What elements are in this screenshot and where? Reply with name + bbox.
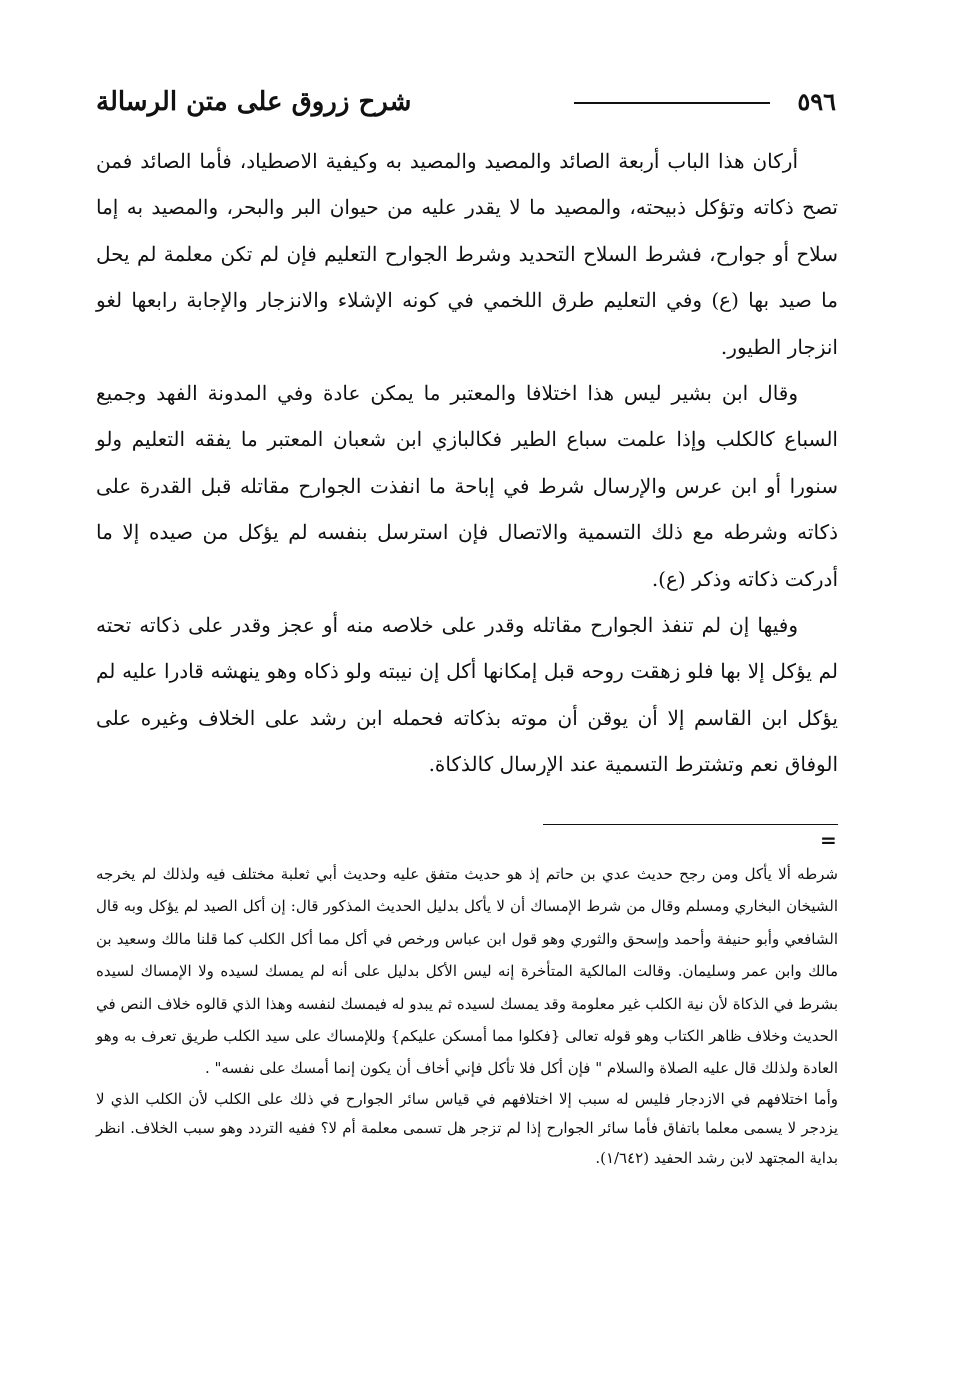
main-paragraph: وقال ابن بشير ليس هذا اختلافا والمعتبر ما يمكن عادة وفي المدونة الفهد وجميع السباع كالكلب وإذا علمت سباع الطير فكالبازي ابن شعبان المعتبر ما يفقه التعليم ولو سنورا أو ابن عرس والإرسال شرط في إباحة ما انفذت الجوارح مقاتله قبل القدرة على ذكاته وشرطه مع ذلك التسمية والاتصال فإن استرسل بنفسه لم يؤكل من صيده إلا ما أدركت ذكاته وذكر (ع). bbox=[96, 381, 838, 591]
header-rule bbox=[574, 102, 770, 104]
page-header bbox=[96, 84, 836, 124]
main-paragraph: أركان هذا الباب أربعة الصائد والمصيد والمصيد به وكيفية الاصطياد، فأما الصائد فمن تصح ذكاته وتؤكل ذبيحته، والمصيد ما لا يقدر عليه من حيوان البر والبحر، والمصيد به إما سلاح أو جوارح، فشرط السلاح التحديد وشرط الجوارح التعليم فإن لم تكن معلمة لم يحل ما صيد بها (ع) وفي التعليم طرق اللخمي في كونه الإشلاء والانزجار والإجابة رابعها لغو انزجار الطيور. bbox=[96, 149, 838, 359]
main-text bbox=[96, 138, 838, 788]
footnote-paragraph: وأما اختلافهم في الازدجار فليس له سبب إلا اختلافهم في قياس سائر الجوارح في ذلك على الكلب لأن الكلب الذي لا يزدجر لا يسمى معلما باتفاق فأما سائر الجوارح إذا لم تزجر هل تسمى معلمة أم لا؟ ففيه التردد وهو سبب الخلاف. انظر بداية المجتهد لابن رشد الحفيد (١/٦٤٢). bbox=[96, 1089, 838, 1167]
page-number: ٥٩٦ bbox=[797, 87, 836, 116]
footnotes bbox=[96, 858, 838, 1173]
footnote-separator bbox=[543, 824, 838, 825]
main-paragraph: وفيها إن لم تنفذ الجوارح مقاتله وقدر على خلاصه منه أو عجز وقدر على ذكاته تحته لم يؤكل إلا بها فلو زهقت روحه قبل إمكانها أكل إن نيبته ولو ذكاه وهو ينهشه قادرا عليه لم يؤكل ابن القاسم إلا أن يوقن أن موته بذكاته فحمله ابن رشد على الخلاف وغيره على الوفاق نعم وتشترط التسمية عند الإرسال كالذكاة. bbox=[96, 613, 838, 777]
footnote-continuation-mark: = bbox=[820, 828, 837, 852]
book-title: شرح زروق على متن الرسالة bbox=[96, 87, 412, 117]
footnote-paragraph: شرطه ألا يأكل ومن رجح حديث عدي بن حاتم إذ هو حديث متفق عليه وحديث أبي ثعلبة مختلف فيه ولذلك لم يخرجه الشيخان البخاري ومسلم وقال من شرط الإمساك أن لا يأكل بدليل الحديث المذكور قال: إن أكل الصيد لم يؤكل وبه قال الشافعي وأبو حنيفة وأحمد وإسحق والثوري وهو قول ابن عباس ورخص في أكل مما أكل الكلب كما قلنا مالك وسعيد بن مالك وابن عمر وسليمان. وقالت المالكية المتأخرة إنه ليس الأكل بدليل على أنه لم يمسك لسيده ولا الإمساك لسيده بشرط في الذكاة لأن نية الكلب غير معلومة وقد يمسك لسيده ثم يبدو له فيمسك لنفسه وهذا الذي قالوه خلاف النص في الحديث وخلاف ظاهر الكتاب وهو قوله تعالى {فكلوا مما أمسكن عليكم} وللإمساك على سيد الكلب طريق تعرف به وهو العادة ولذلك قال عليه الصلاة والسلام " فإن أكل فلا تأكل فإني أخاف أن يكون إنما أمسك على نفسه" . bbox=[96, 865, 838, 1078]
